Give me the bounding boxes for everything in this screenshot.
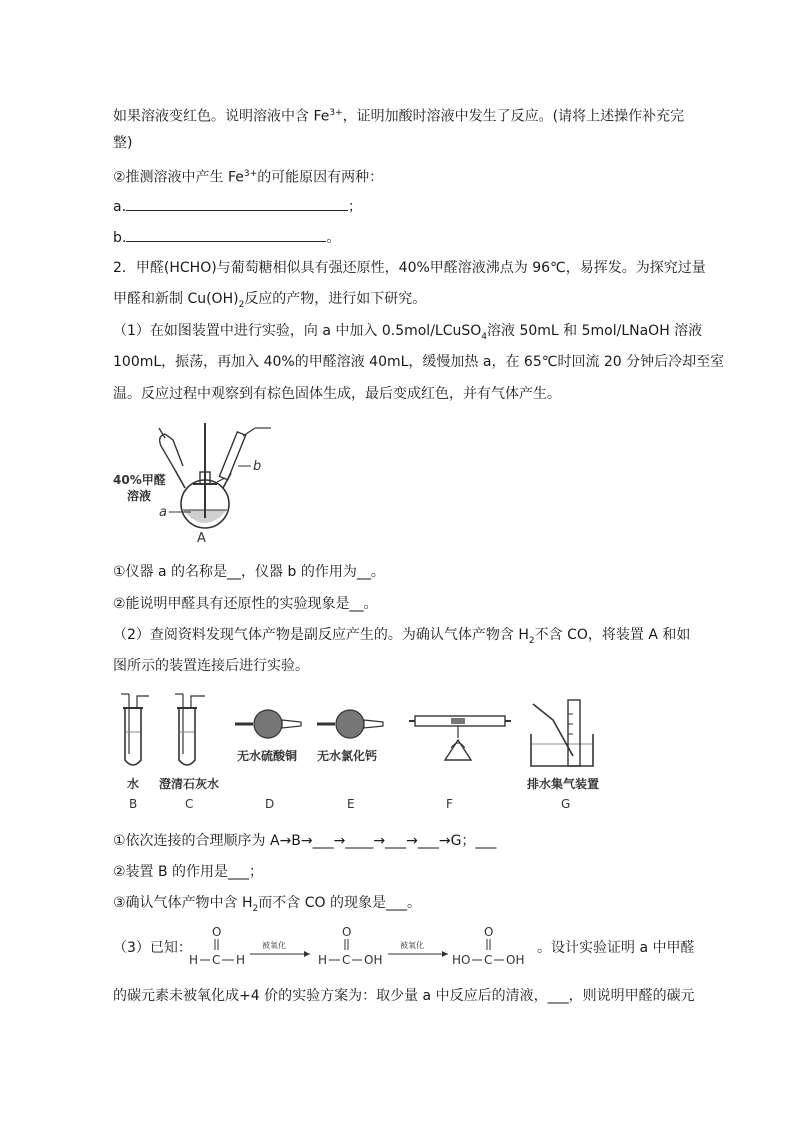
question-2-1-line-3: 温。反应过程中观察到有棕色固体生成，最后变成红色，并有气体产生。 xyxy=(113,386,561,402)
letter-G: G xyxy=(561,797,571,811)
svg-text:O: O xyxy=(212,925,222,939)
question-3-line-2: 的碳元素未被氧化成+4 价的实验方案为：取少量 a 中反应后的清液，___，则说明甲醛的碳元 xyxy=(113,988,695,1004)
text-line-3: ②推测溶液中产生 $Fe^{3+}$的可能原因有两种： xyxy=(113,169,384,186)
question-2-2-line-2: 图所示的装置连接后进行实验。 xyxy=(113,658,309,674)
svg-text:O: O xyxy=(484,925,494,939)
tube-B xyxy=(121,694,149,765)
apparatus-figure-B-G xyxy=(113,690,613,812)
answer-line-a: a. ； xyxy=(113,196,362,217)
svg-text:H: H xyxy=(318,953,328,967)
tube-C xyxy=(175,694,205,765)
answer-blank-a[interactable] xyxy=(126,196,348,211)
combustion-tube-F xyxy=(409,716,511,760)
water-collection-G xyxy=(531,700,593,766)
letter-E: E xyxy=(347,797,355,811)
label-a: a xyxy=(159,505,167,520)
arrow-2-label: 被氧化 xyxy=(400,941,424,950)
arrow-1-label: 被氧化 xyxy=(262,941,286,950)
question-2-line-1: 2．甲醛(HCHO)与葡萄糖相似具有强还原性，40%甲醛溶液沸点为 96℃，易挥发。为探究过量 xyxy=(113,260,706,276)
question-2-2-item-1: ①依次连接的合理顺序为 A→B→___→____→___→___→G；___ xyxy=(113,833,497,849)
question-2-2-item-2: ②装置 B 的作用是___； xyxy=(113,864,264,880)
drying-tube-E xyxy=(317,710,383,738)
svg-text:HO: HO xyxy=(452,953,471,967)
text-line-1: 如果溶液变红色。说明溶液中含 $Fe^{3+}$，证明加酸时溶液中发生了反应。(请将上述操作补充完 xyxy=(113,108,685,125)
question-3-prefix: （3）已知： xyxy=(113,940,192,956)
apparatus-figure-A xyxy=(113,418,283,546)
question-3-tail: 。设计实验证明 a 中甲醛 xyxy=(537,940,695,956)
svg-text:C: C xyxy=(342,953,351,967)
svg-text:OH: OH xyxy=(364,953,383,967)
question-2-2-item-3: ③确认气体产物中含 $H_2$而不含 CO 的现象是___。 xyxy=(113,895,421,914)
label-D: 无水硫酸铜 xyxy=(237,749,298,763)
svg-text:O: O xyxy=(342,925,352,939)
svg-text:C: C xyxy=(212,953,221,967)
question-2-1-item-2: ②能说明甲醛具有还原性的实验现象是__。 xyxy=(113,596,378,612)
letter-C: C xyxy=(185,797,194,811)
question-2-2-line-1: （2）查阅资料发现气体产物是副反应产生的。为确认气体产物含 $H_2$不含 CO，将装置 A 和如 xyxy=(113,627,691,646)
svg-text:OH: OH xyxy=(506,953,525,967)
solution-label-line-2: 溶液 xyxy=(127,489,152,503)
label-E: 无水氯化钙 xyxy=(317,749,378,763)
oxidation-reaction-scheme xyxy=(186,922,538,972)
question-2-1-item-1: ①仪器 a 的名称是__，仪器 b 的作用为__。 xyxy=(113,564,385,580)
label-C: 澄清石灰水 xyxy=(159,777,220,791)
answer-blank-b[interactable] xyxy=(126,227,326,242)
svg-text:H: H xyxy=(189,953,199,967)
question-2-1-line-1: （1）在如图装置中进行实验，向 a 中加入 0.5mol/LCuSO$_4$溶液 50mL 和 5mol/LNaOH 溶液 xyxy=(113,323,703,342)
letter-D: D xyxy=(265,797,275,811)
figure-A-caption: A xyxy=(197,531,206,546)
svg-text:C: C xyxy=(484,953,493,967)
text-line-2: 整) xyxy=(113,135,133,151)
label-G: 排水集气装置 xyxy=(527,777,600,791)
letter-F: F xyxy=(446,797,453,811)
question-2-line-2: 甲醛和新制 $Cu(OH)_2$反应的产物，进行如下研究。 xyxy=(113,291,427,310)
answer-line-b: b. 。 xyxy=(113,227,340,248)
label-B: 水 xyxy=(127,777,140,791)
letter-B: B xyxy=(129,797,138,811)
solution-label-line-1: 40%甲醛 xyxy=(113,473,166,487)
label-b: b xyxy=(253,459,262,474)
drying-tube-D xyxy=(235,710,301,738)
svg-text:H: H xyxy=(236,953,246,967)
question-2-1-line-2: 100mL，振荡，再加入 40%的甲醛溶液 40mL，缓慢加热 a，在 65℃时回流 20 分钟后冷却至室 xyxy=(113,354,725,370)
